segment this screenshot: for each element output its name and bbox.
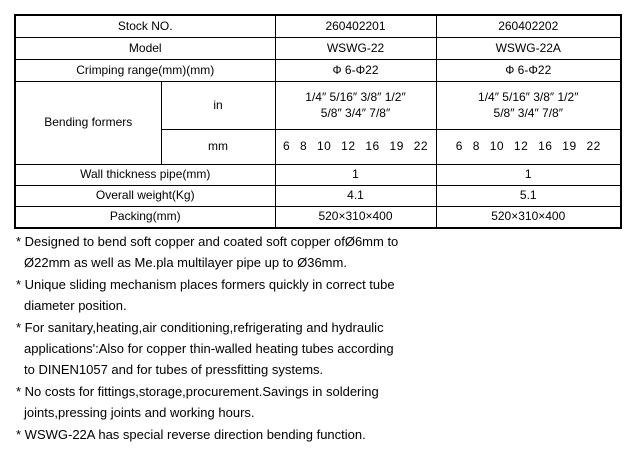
- wall-thickness-label: Wall thickness pipe(mm): [15, 164, 275, 185]
- wall-thickness-value-1: 1: [275, 164, 436, 185]
- table-row: [15, 15, 621, 37]
- note-line: * Designed to bend soft copper and coated soft copper ofØ6mm to: [16, 234, 399, 249]
- bending-in-values-1-line1: 1/4″ 5/16″ 3/8″ 1/2″: [305, 90, 406, 104]
- stock-no-label: Stock NO.: [15, 15, 275, 37]
- table-row: [15, 206, 621, 228]
- packing-value-1: 520×310×400: [275, 206, 436, 228]
- table-row: [15, 59, 621, 81]
- overall-weight-value-2: 5.1: [436, 185, 621, 206]
- crimping-range-label: Crimping range(mm)(mm): [15, 59, 275, 81]
- bending-formers-label: Bending formers: [15, 81, 161, 164]
- note-line: * WSWG-22A has special reverse direction bending function.: [16, 426, 366, 442]
- product-notes: [16, 231, 486, 445]
- bending-unit-mm-label: mm: [161, 129, 275, 164]
- bending-in-values-1: [275, 81, 436, 129]
- overall-weight-label: Overall weight(Kg): [15, 185, 275, 206]
- note-line: applications':Also for copper thin-walled heating tubes according: [24, 341, 394, 357]
- overall-weight-value-1: 4.1: [275, 185, 436, 206]
- crimping-range-value-1: Ф 6-Φ22: [275, 59, 436, 81]
- note-line: to DINEN1057 and for tubes of pressfitting systems.: [24, 362, 324, 378]
- crimping-range-value-2: Ф 6-Φ22: [436, 59, 621, 81]
- note-line: * For sanitary,heating,air conditioning,refrigerating and hydraulic: [16, 319, 384, 335]
- table-row: [15, 81, 621, 129]
- note-line: joints,pressing joints and working hours.: [24, 405, 255, 421]
- model-value-1: WSWG-22: [275, 37, 436, 59]
- note-line: * No costs for fittings,storage,procurement.Savings in soldering: [16, 383, 379, 399]
- note-line: diameter position.: [24, 298, 127, 314]
- product-spec-table: [14, 14, 622, 229]
- bending-mm-values-1: 6 8 10 12 16 19 22: [275, 129, 436, 164]
- note-line: * Unique sliding mechanism places formers quickly in correct tube: [16, 276, 395, 292]
- table-row: [15, 37, 621, 59]
- table-row: [15, 185, 621, 206]
- bending-in-values-2-line2: 5/8″ 3/4″ 7/8″: [493, 106, 563, 120]
- table-row: [15, 164, 621, 185]
- model-label: Model: [15, 37, 275, 59]
- bending-mm-values-2: 6 8 10 12 16 19 22: [436, 129, 621, 164]
- stock-no-value-1: 260402201: [275, 15, 436, 37]
- wall-thickness-value-2: 1: [436, 164, 621, 185]
- note-line: Ø22mm as well as Me.pla multilayer pipe up to Ø36mm.: [24, 255, 347, 271]
- bending-unit-in-label: in: [161, 81, 275, 129]
- packing-label: Packing(mm): [15, 206, 275, 228]
- stock-no-value-2: 260402202: [436, 15, 621, 37]
- packing-value-2: 520×310×400: [436, 206, 621, 228]
- model-value-2: WSWG-22A: [436, 37, 621, 59]
- bending-in-values-1-line2: 5/8″ 3/4″ 7/8″: [320, 106, 391, 120]
- bending-in-values-2: [436, 81, 621, 129]
- bending-in-values-2-line1: 1/4″ 5/16″ 3/8″ 1/2″: [478, 90, 579, 104]
